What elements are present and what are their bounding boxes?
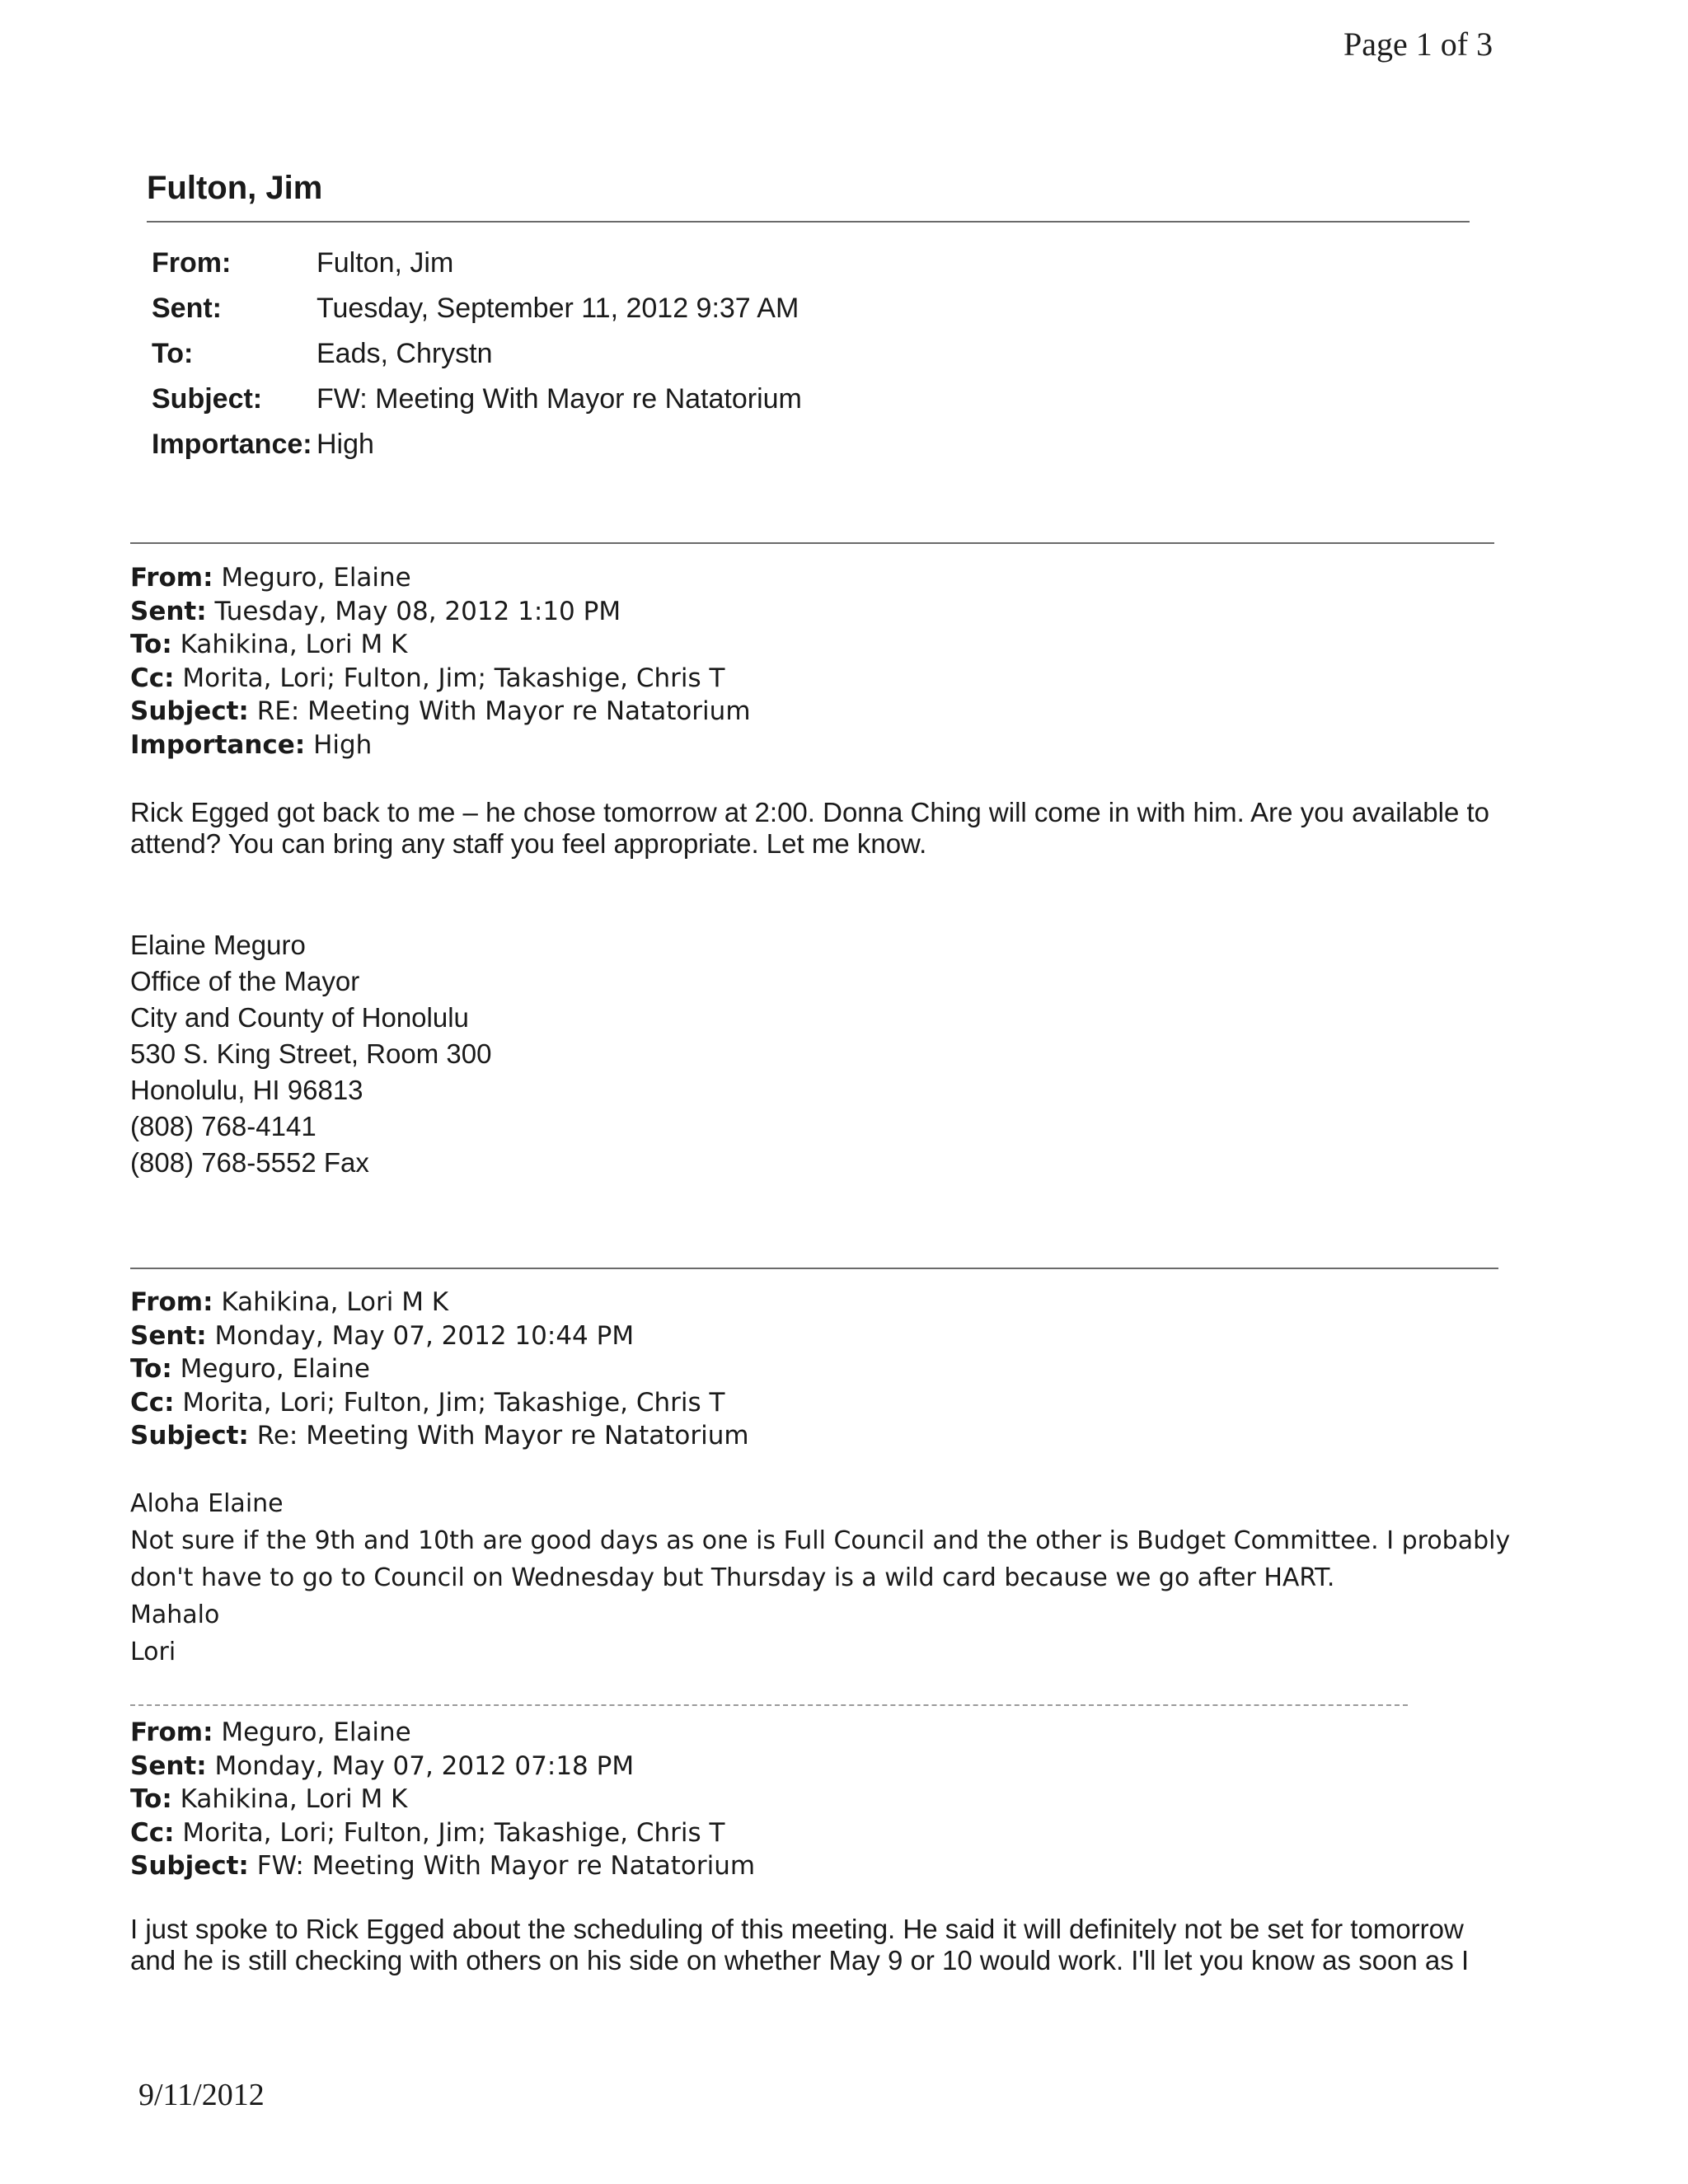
message-field <box>130 1419 749 1453</box>
message-2-header <box>130 1286 749 1453</box>
field-label: Importance: <box>130 729 306 760</box>
field-value: FW: Meeting With Mayor re Natatorium <box>256 1851 756 1881</box>
message-field <box>130 1386 749 1420</box>
body-line: Mahalo <box>130 1601 220 1629</box>
header-value: Tuesday, September 11, 2012 9:37 AM <box>316 293 799 324</box>
field-label: Sent: <box>130 596 207 626</box>
header-value: FW: Meeting With Mayor re Natatorium <box>316 383 802 415</box>
message-field <box>130 1816 755 1850</box>
field-label: Sent: <box>130 1750 207 1781</box>
signature-block <box>130 927 491 1181</box>
message-field <box>130 662 751 696</box>
header-value: Eads, Chrystn <box>316 338 493 369</box>
body-line: Aloha Elaine <box>130 1489 284 1518</box>
owner-divider <box>147 221 1470 223</box>
signature-line: Elaine Meguro <box>130 930 306 960</box>
field-label: To: <box>130 1784 172 1814</box>
message-field <box>130 561 751 595</box>
message-3-header <box>130 1716 755 1883</box>
header-label: Importance: <box>152 429 312 460</box>
header-from-row <box>152 244 802 289</box>
message-field <box>130 695 751 729</box>
field-value: High <box>313 729 373 760</box>
field-value: Kahikina, Lori M K <box>221 1287 449 1317</box>
email-header <box>152 244 802 471</box>
signature-line: (808) 768-5552 Fax <box>130 1147 369 1178</box>
message-field <box>130 1783 755 1816</box>
field-value: Re: Meeting With Mayor re Natatorium <box>256 1421 749 1451</box>
message-field <box>130 595 751 629</box>
page-number: Page 1 of 3 <box>1343 26 1493 63</box>
field-label: Subject: <box>130 1421 249 1451</box>
field-value: Morita, Lori; Fulton, Jim; Takashige, Chris T <box>182 1387 725 1418</box>
header-label: Sent: <box>152 293 222 324</box>
field-label: From: <box>130 563 213 593</box>
header-importance-row <box>152 425 802 471</box>
field-value: Kahikina, Lori M K <box>180 1784 408 1814</box>
message-1-header <box>130 561 751 762</box>
field-label: To: <box>130 630 172 659</box>
message-3-body: I just spoke to Rick Egged about the scheduling of this meeting. He said it will definitely not be set for tomorrow and he is still checking with others on his side on whether May 9 or 10 would work. I'll let you know as soon as I <box>130 1914 1470 1975</box>
footer-date: 9/11/2012 <box>138 2078 265 2112</box>
message-field <box>130 1716 755 1750</box>
field-value: Monday, May 07, 2012 10:44 PM <box>214 1320 635 1351</box>
field-label: From: <box>130 1718 213 1747</box>
field-label: Cc: <box>130 1817 175 1848</box>
message-1-body: Rick Egged got back to me – he chose tomorrow at 2:00. Donna Ching will come in with him. Are you available to attend? You can bring any staff you feel appropriate. Let me know. <box>130 797 1490 859</box>
body-line: Not sure if the 9th and 10th are good days as one is Full Council and the other is Budget Committee. I probably <box>130 1526 1511 1555</box>
field-label: Cc: <box>130 663 175 693</box>
message-field <box>130 628 751 662</box>
field-label: Cc: <box>130 1387 175 1418</box>
signature-line: Honolulu, HI 96813 <box>130 1075 363 1105</box>
field-value: RE: Meeting With Mayor re Natatorium <box>256 696 751 726</box>
field-value: Meguro, Elaine <box>221 1718 411 1747</box>
message-divider <box>130 542 1494 544</box>
message-field <box>130 1319 749 1353</box>
field-label: Sent: <box>130 1320 207 1351</box>
message-divider <box>130 1704 1408 1706</box>
message-field <box>130 1750 755 1783</box>
field-value: Morita, Lori; Fulton, Jim; Takashige, Chris T <box>182 1817 725 1848</box>
field-label: Subject: <box>130 1851 249 1881</box>
field-value: Tuesday, May 08, 2012 1:10 PM <box>214 596 621 626</box>
field-value: Meguro, Elaine <box>180 1354 371 1384</box>
message-2-body <box>130 1485 1548 1671</box>
message-field <box>130 729 751 762</box>
signature-line: 530 S. King Street, Room 300 <box>130 1038 492 1069</box>
field-label: To: <box>130 1354 172 1384</box>
field-label: From: <box>130 1287 213 1317</box>
field-value: Morita, Lori; Fulton, Jim; Takashige, Chris T <box>182 663 725 693</box>
signature-line: (808) 768-4141 <box>130 1111 316 1141</box>
body-line: Lori <box>130 1638 176 1666</box>
message-divider <box>130 1268 1498 1269</box>
field-label: Subject: <box>130 696 249 726</box>
field-value: Meguro, Elaine <box>221 563 411 593</box>
header-value: High <box>316 429 374 460</box>
header-label: Subject: <box>152 383 263 415</box>
mailbox-owner: Fulton, Jim <box>147 170 323 206</box>
header-subject-row <box>152 380 802 425</box>
header-label: From: <box>152 247 232 279</box>
signature-line: City and County of Honolulu <box>130 1002 469 1033</box>
field-value: Monday, May 07, 2012 07:18 PM <box>214 1750 635 1781</box>
field-value: Kahikina, Lori M K <box>180 630 408 659</box>
header-label: To: <box>152 338 194 369</box>
header-sent-row <box>152 289 802 335</box>
body-line: don't have to go to Council on Wednesday but Thursday is a wild card because we go after HART. <box>130 1563 1335 1592</box>
message-field <box>130 1286 749 1319</box>
signature-line: Office of the Mayor <box>130 966 360 996</box>
message-field <box>130 1352 749 1386</box>
header-value: Fulton, Jim <box>316 247 454 279</box>
message-field <box>130 1849 755 1883</box>
header-to-row <box>152 335 802 380</box>
